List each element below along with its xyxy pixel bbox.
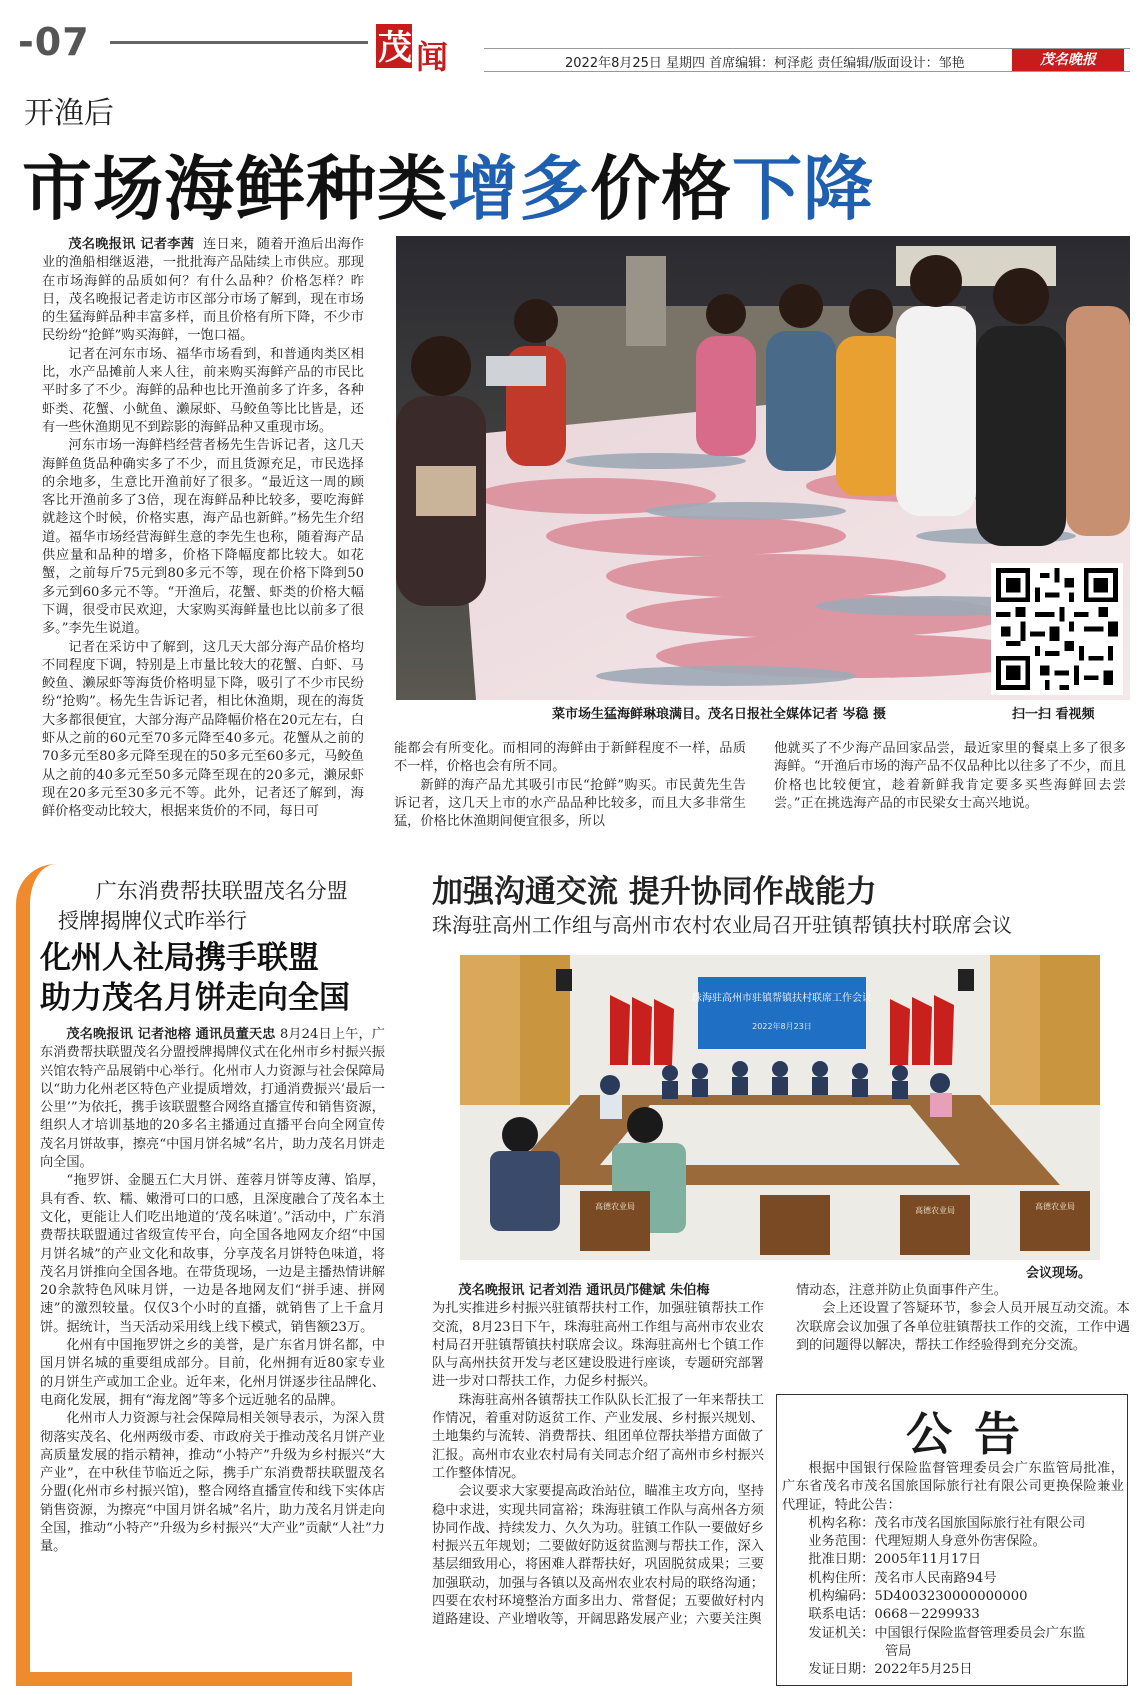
video-qr-code[interactable] (991, 563, 1123, 695)
article2-p1: 8月24日上午，广东消费帮扶联盟茂名分盟授牌揭牌仪式在化州市乡村振兴振兴馆农特产品展销中心举行。化州市人力资源与社会保障局以“助力化州老区特色产业提质增效，打通消费振兴‘最后一公里’”为依托，携手该联盟整合网络直播宣传和销售资源，组织人才培训基地的20多名主播通过直播平台向全网宣传茂名月饼故事，擦亮“中国月饼名城”名片，助力茂名月饼走向全国。 (40, 1027, 385, 1171)
article1-photo-caption: 菜市场生猛海鲜琳琅满目。茂名日报社全媒体记者 岑稳 摄 (552, 707, 887, 722)
notice-title: 公告 (906, 1407, 1042, 1461)
chair-banner-3: 高德农业局 (1035, 1202, 1075, 1211)
qr-caption: 扫一扫 看视频 (1012, 707, 1095, 722)
article1-kicker: 开渔后 (24, 96, 114, 131)
article3-lead: 茂名晚报讯 记者刘浩 通讯员邝健斌 朱伯梅 (458, 1283, 710, 1298)
article3-column-2 (796, 1282, 1130, 1400)
article2-lead: 茂名晚报讯 记者池榕 通讯员董天忠 (66, 1027, 276, 1042)
article2-kicker-line1: 广东消费帮扶联盟茂名分盟 (95, 879, 348, 903)
article3-subhead: 珠海驻高州工作组与高州市农村农业局召开驻镇帮镇扶村联席会议 (432, 913, 1012, 937)
article2-p2: “拖罗饼、金腿五仁大月饼、莲蓉月饼等皮薄、馅厚，具有香、软、糯、嫩滑可口的口感，且深度融合了茂名本土文化，更能让人们吃出地道的‘茂名味道’。”活动中，广东消费帮扶联盟通过省级宣传平台，向全国各地网友介绍“中国月饼名城”的产业文化和故事，分享茂名月饼特色味道，将茂名月饼推向全国各地。在带货现场，一边是主播热情讲解20余款特色风味月饼，一边是各地网友们“拼手速、拼网速”的激烈较量。仅仅3个小时的直播，就销售了上千盒月饼。据统计，当天活动采用线上线下模式，销售额23万。 (40, 1173, 385, 1335)
notice-intro: 根据中国银行保险监督管理委员会广东监管局批准，广东省茂名市茂名国旅国际旅行社有限公司更换保险兼业代理证，特此公告： (782, 1461, 1124, 1513)
meeting-photo (460, 955, 1100, 1260)
article1-p6: 新鲜的海产品尤其吸引市民“抢鲜”购买。市民黄先生告诉记者，这几天上市的水产品品种比较多，而且大多非常生猛，价格比休渔期间便宜很多，所以 (394, 777, 746, 830)
article1-p5: 能都会有所变化。而相同的海鲜由于新鲜程度不一样，品质不一样，价格也会有所不同。 (394, 741, 746, 775)
notice-approve-date: 批准日期：2005年11月17日 (808, 1552, 982, 1568)
article2-p3: 化州有中国拖罗饼之乡的美誉，是广东省月饼名都，中国月饼名城的重要组成部分。目前，化州拥有近80家专业的月饼生产或加工企业。近年来，化州月饼逐步往品牌化、电商化发展，拥有“海龙阁”等多个远近驰名的品牌。 (40, 1338, 385, 1408)
article3-p4: 情动态，注意并防止负面事件产生。 (796, 1283, 1007, 1298)
article1-lead: 茂名晚报讯 记者李茜 (68, 237, 195, 252)
article3-p2: 珠海驻高州各镇帮扶工作队队长汇报了一年来帮扶工作情况，着重对防返贫工作、产业发展、乡村振兴规划、土地集约与流转、消费帮扶、组团单位帮扶举措方面做了汇报。高州市农业农村局有关同志介绍了高州市乡村振兴工作整体情况。 (432, 1392, 764, 1481)
section-char-2: 闻 (416, 38, 449, 76)
article1-headline (22, 133, 874, 234)
notice-scope: 业务范围：代理短期人身意外伤害保险。 (808, 1534, 1046, 1550)
notice-name: 机构名称：茂名市茂名国旅国际旅行社有限公司 (808, 1515, 1086, 1531)
article2-headline-line1: 化州人社局携手联盟 (40, 940, 319, 976)
notice-phone: 联系电话：0668－2299933 (808, 1607, 980, 1623)
article2-p4: 化州市人力资源与社会保障局相关领导表示，为深入贯彻落实茂名、化州两级市委、市政府关于推动茂名月饼产业高质量发展的指示精神，推动“小特产”升级为乡村振兴“大产业”，在中秋佳节临近之际，携手广东消费帮扶联盟茂名分盟(化州市乡村振兴馆)，整合网络直播宣传和线下实体店销售资源，为擦亮“中国月饼名城”名片，助力茂名月饼走向全国，推动“小特产”升级为乡村振兴“大产业”贡献“人社”力量。 (40, 1411, 385, 1555)
headline1-part1: 市场海鲜种类 (22, 148, 448, 230)
article1-p1: 连日来，随着开渔后出海作业的渔船相继返港，一批批海产品陆续上市供应。那现在市场海鲜的品质如何？有什么品种？价格怎样？昨日，茂名晚报记者走访市区部分市场了解到，现在市场的生猛海鲜品种丰富多样，而且价格有所下降，不少市民纷纷“抢鲜”购买海鲜，一饱口福。 (42, 237, 364, 344)
headline1-part2: 增多 (448, 148, 590, 230)
article2-body (40, 1026, 385, 1676)
header-rule (110, 41, 368, 44)
article2-kicker-line2: 授牌揭牌仪式昨举行 (58, 909, 247, 933)
article3-column-1 (432, 1282, 764, 1682)
paper-logo: 茂名晚报 (1012, 49, 1124, 71)
qr-code-icon (996, 568, 1118, 690)
article1-p7: 他就买了不少海产品回家品尝，最近家里的餐桌上多了很多海鲜。“开渔后市场的海产品不仅品种比以往多了不少，而且价格也比较便宜，趁着新鲜我肯定要多买些海鲜回去尝尝。”正在挑选海产品的市民梁女士高兴地说。 (774, 741, 1126, 811)
notice-body (782, 1460, 1124, 1682)
notice-code: 机构编码：5D4003230000000000 (808, 1589, 1028, 1605)
article2-kicker (58, 876, 368, 936)
article3-p1: 为扎实推进乡村振兴驻镇帮扶村工作，加强驻镇帮扶工作交流，8月23日下午，珠海驻高州工作组与高州市农业农村局召开驻镇帮镇扶村联席会议。珠海驻高州七个镇工作队与高州扶贫开发与老区建设股进行座谈，专题研究部署进一步对口帮扶工作，力促乡村振兴。 (432, 1301, 764, 1390)
page-number: -07 (18, 20, 90, 64)
article1-p4: 记者在采访中了解到，这几天大部分海产品价格均不同程度下调，特别是上市量比较大的花蟹、白虾、马鲛鱼、濑尿虾等海货价格明显下降，吸引了不少市民纷纷“抢购”。杨先生告诉记者，相比休渔期，现在的海货大多都很便宜，大部分海产品降幅价格在20元左右，白虾从之前的60元至70多元降至40多元。花蟹从之前的70多元至80多元降至现在的50多元至60多元，马鲛鱼从之前的40多元至50多元降至现在的20多元，濑尿虾现在20多元至30多元不等。此外，记者还了解到，海鲜价格变动比较大，根据来货价的不同，每日可 (42, 639, 364, 820)
article2-headline (40, 938, 380, 1018)
notice-issue-date: 发证日期：2022年5月25日 (808, 1662, 973, 1678)
screen-date: 2022年8月23日 (752, 1022, 812, 1031)
chair-banner-1: 高德农业局 (595, 1202, 635, 1211)
headline1-part4: 下降 (732, 148, 874, 230)
screen-title: 珠海驻高州市驻镇帮镇扶村联席工作会议 (692, 993, 872, 1004)
notice-address: 机构住所：茂名市人民南路94号 (808, 1570, 997, 1586)
article1-column-2 (394, 740, 746, 840)
article3-photo-caption: 会议现场。 (1026, 1266, 1092, 1281)
meeting-room-illustration (460, 955, 1100, 1260)
article3-p3: 会议要求大家要提高政治站位，瞄准主攻方向，坚持稳中求进，实现共同富裕；珠海驻镇工作队与高州各方须协同作战、持续发力、久久为功。驻镇工作队一要做好乡村振兴五年规划；二要做好防返贫监测与帮扶工作，深入基层细致用心，将困难人群帮扶好，巩固脱贫成果；三要加强联动，加强与各镇以及高州农业农村局的联络沟通；四要在农村环境整治方面多出力、常督促；五要做好村内道路建设、产业增收等，开阔思路发展产业；六要关注舆 (432, 1484, 764, 1628)
dateline: 2022年8月25日 星期四 首席编辑：柯泽彪 责任编辑/版面设计：邹艳 (565, 56, 965, 71)
section-mark (376, 20, 454, 76)
article2-headline-line2: 助力茂名月饼走向全国 (40, 980, 350, 1016)
notice-issuer-line2: 管局 (884, 1643, 912, 1659)
article1-p3: 河东市场一海鲜档经营者杨先生告诉记者，这几天海鲜鱼货品种确实多了不少，而且货源充足，市民选择的余地多，生意比开渔前好了很多。“最近这一周的顾客比开渔前多了3倍，现在海鲜品种比较多，要吃海鲜就趁这个时候，价格实惠，海产品也新鲜。”杨先生介绍道。福华市场经营海鲜生意的李先生也称，随着海产品供应量和品种的增多，价格下降幅度都比较大。如花蟹，之前每斤75元到80多元不等，现在价格下降到50多元到60多元不等。“开渔后，花蟹、虾类的价格大幅下调，很受市民欢迎，大家购买海鲜量也比以前多了很多。”李先生说道。 (42, 438, 364, 637)
notice-issuer-line1: 发证机关：中国银行保险监督管理委员会广东监 (808, 1625, 1086, 1641)
article1-column-3 (774, 740, 1126, 840)
article1-column-1 (42, 236, 364, 836)
article1-p2: 记者在河东市场、福华市场看到，和普通肉类区相比，水产品摊前人来人往，前来购买海鲜产品的市民比平时多了不少。海鲜的品种也比开渔前多了许多，各种虾类、花蟹、小鱿鱼、濑尿虾、马鲛鱼等比比皆是，还有一些休渔期见不到踪影的海鲜品种又重现市场。 (42, 346, 364, 435)
headline1-part3: 价格 (590, 148, 732, 230)
chair-banner-2: 高德农业局 (915, 1206, 955, 1215)
article3-headline: 加强沟通交流 提升协同作战能力 (432, 874, 877, 910)
section-char-1: 茂 (378, 28, 412, 68)
article3-p5: 会上还设置了答疑环节，参会人员开展互动交流。本次联席会议加强了各单位驻镇帮扶工作的交流，工作中遇到的问题得以解决，帮扶工作经验得到充分交流。 (796, 1301, 1130, 1353)
